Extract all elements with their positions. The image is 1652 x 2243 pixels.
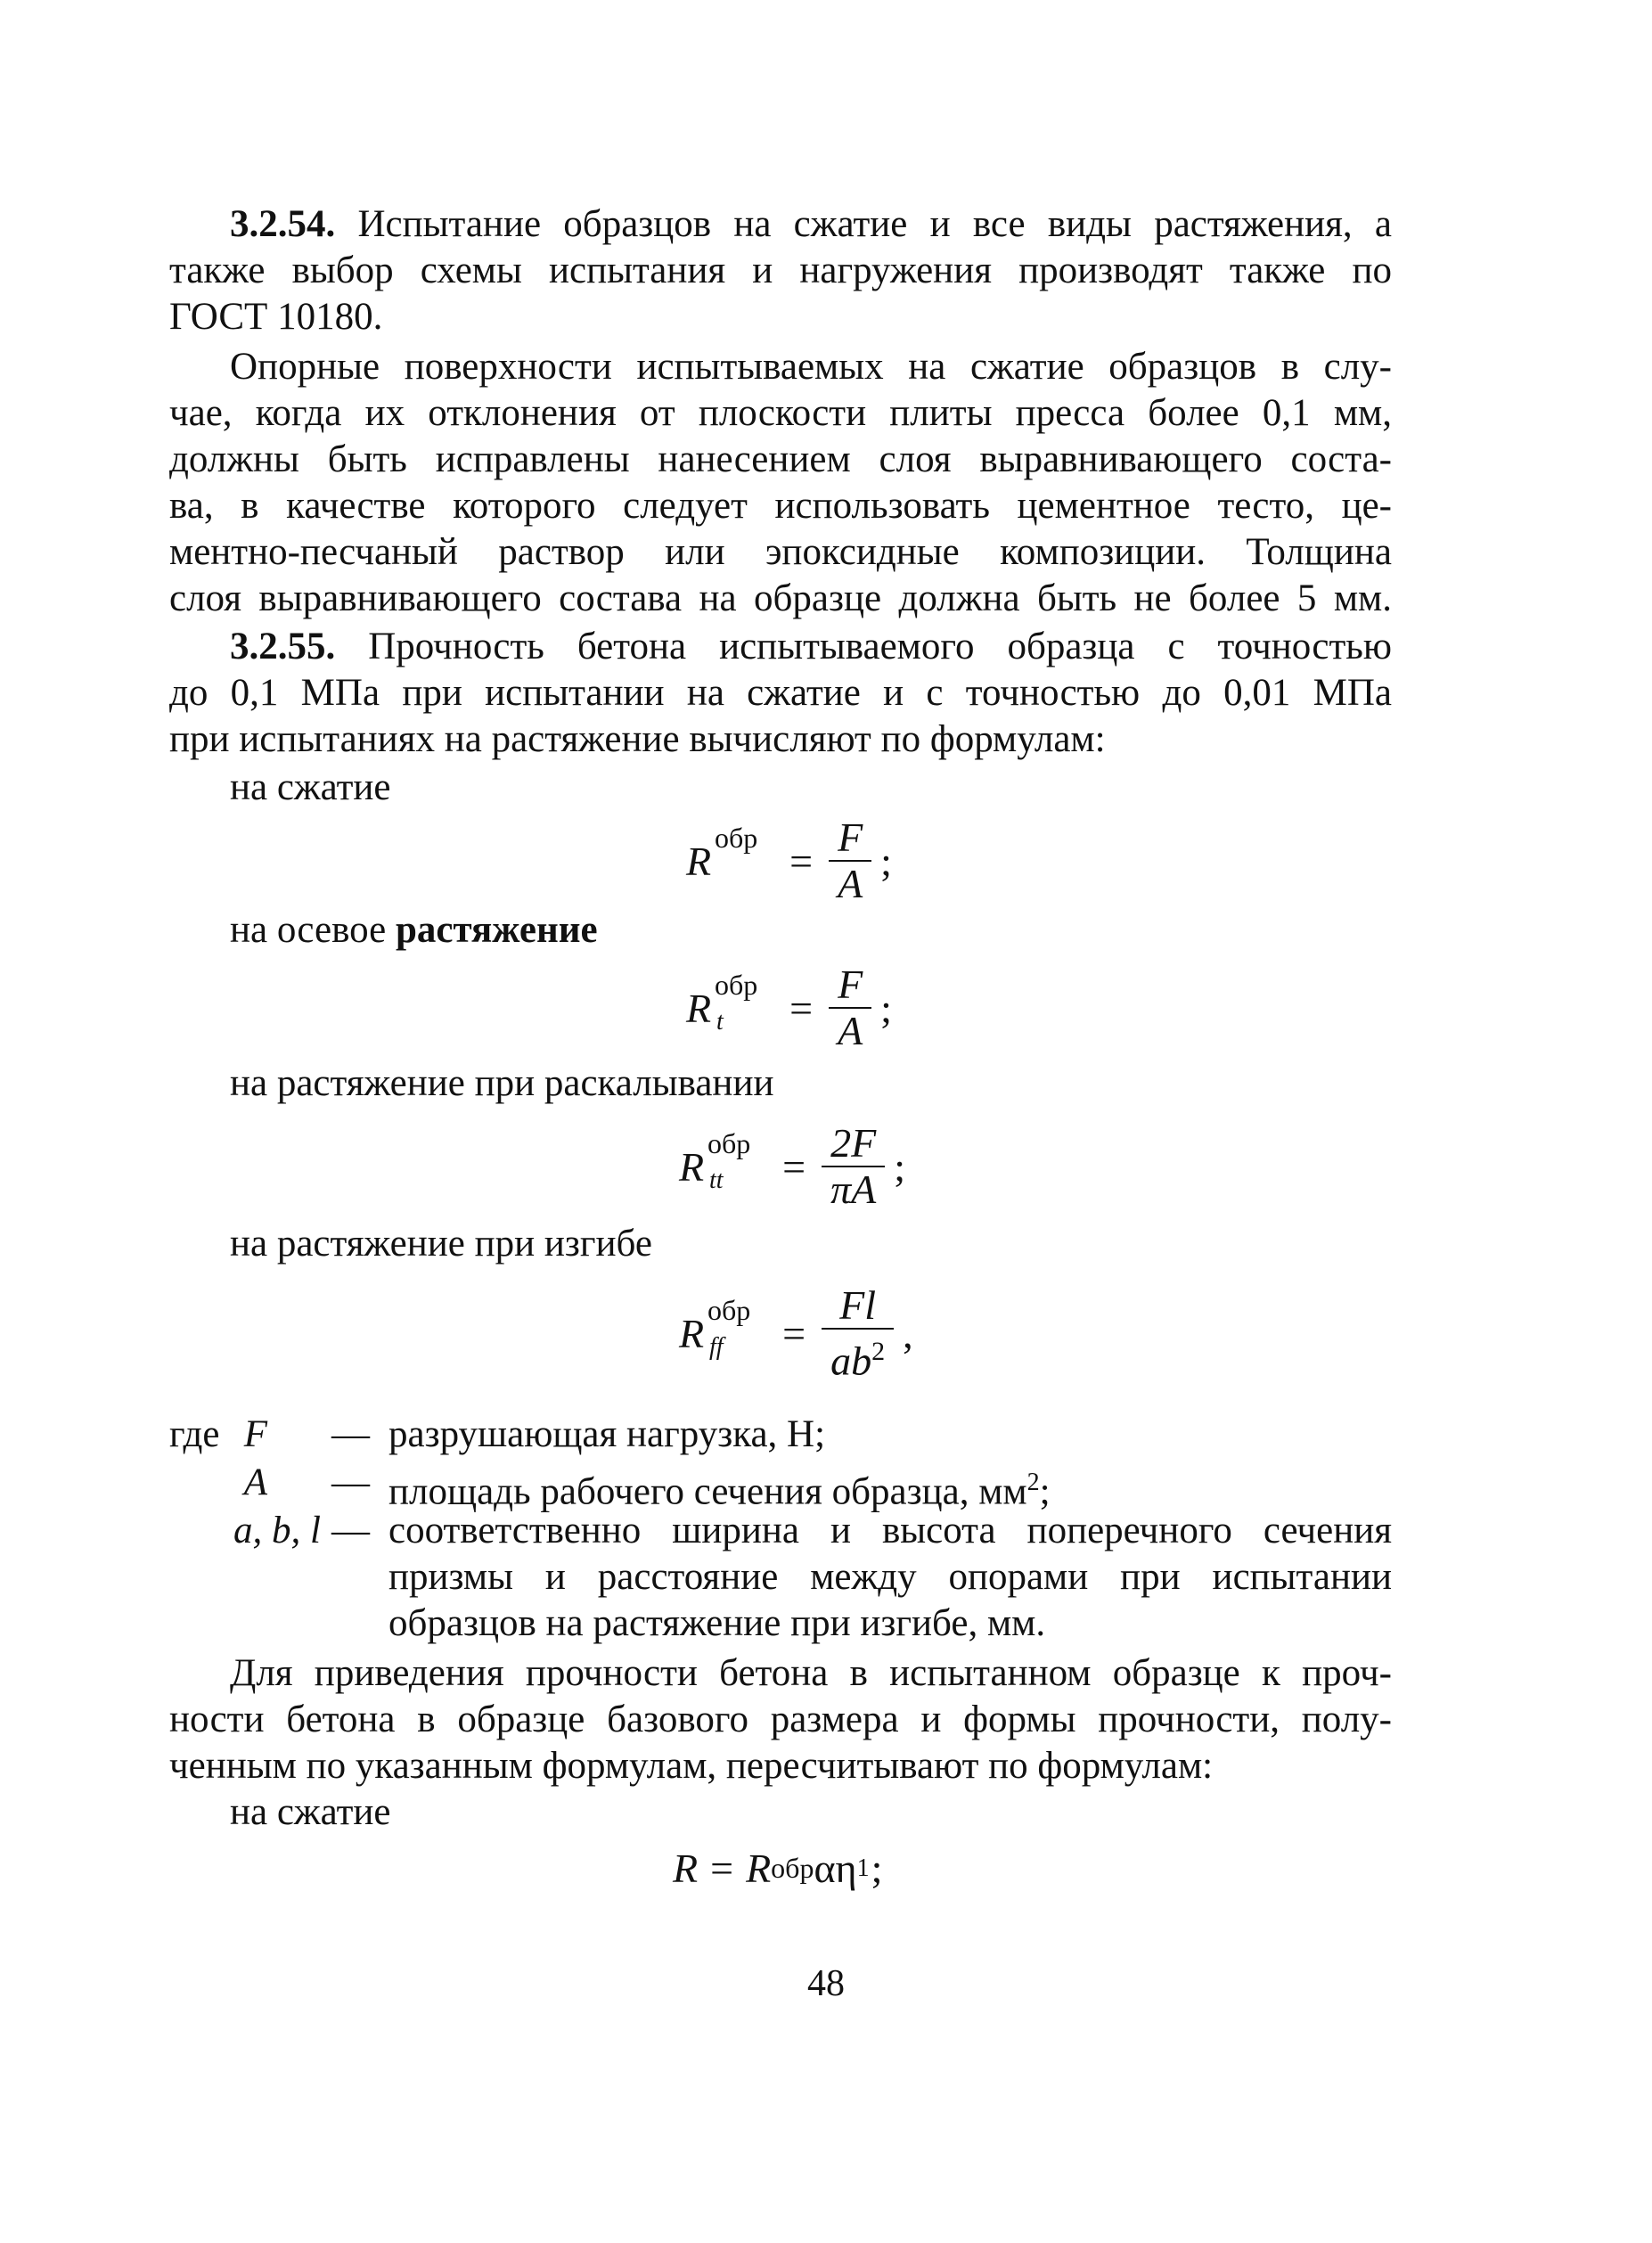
fraction-numerator: F: [838, 815, 863, 860]
fraction-denominator: πA: [830, 1167, 877, 1212]
formula-superscript: обр: [707, 1293, 751, 1326]
section-3-2-54-line-3: ГОСТ 10180.: [169, 296, 383, 338]
formula-symbol: R обр: [686, 821, 758, 884]
formula-superscript: обр: [707, 1126, 751, 1159]
formula-label-splitting-tension: на растяжение при раскалывании: [230, 1062, 774, 1104]
conversion-paragraph-line-1: Для приведения прочности бетона в испытанном образце к проч-: [230, 1652, 1392, 1694]
legend-desc-abl-line-1: соответственно ширина и высота поперечного сечения: [388, 1510, 1392, 1551]
formula-subscript: tt: [709, 1166, 724, 1194]
formula-subscript: ff: [709, 1332, 724, 1361]
formula-axial-tension: R обр t = $\frac{F}{A}$ ;: [686, 962, 892, 1053]
legend-dash: —: [331, 1510, 370, 1551]
legend-dash: —: [331, 1413, 370, 1455]
fraction-denominator: A: [838, 1008, 863, 1053]
formula-symbol: R обр t: [686, 968, 758, 1036]
formula-label-bending-tension: на растяжение при изгибе: [230, 1223, 652, 1265]
support-paragraph-line-1: Опорные поверхности испытываемых на сжатие образцов в слу-: [230, 346, 1392, 388]
formula-label-axial-tension: на осевое растяжение: [230, 909, 598, 951]
formula-symbol: R обр ff: [679, 1293, 751, 1361]
formula-splitting-tension: R обр tt = $\frac{2F}{\pi A}$ ;: [679, 1120, 905, 1212]
formula-fraction: [822, 1121, 885, 1212]
conversion-paragraph-line-3: ченным по указанным формулам, пересчитывают по формулам:: [169, 1745, 1214, 1787]
formula-fraction: [829, 962, 871, 1053]
legend-desc-a: площадь рабочего сечения образца, $мм^2$;: [388, 1469, 1051, 1513]
formula-compression: R обр = $\frac{F}{A}$ ;: [686, 815, 892, 906]
formula-bending-tension: R обр ff = $\frac{Fl}{ab^2}$ ,: [679, 1282, 913, 1384]
legend-desc-abl-line-2: призмы и расстояние между опорами при испытании: [388, 1556, 1392, 1598]
formula-fraction: [829, 815, 871, 906]
conversion-paragraph-line-2: ности бетона в образце базового размера и формы прочности, полу-: [169, 1699, 1392, 1740]
formula-label-final: на сжатие: [230, 1791, 391, 1833]
formula-subscript: t: [716, 1007, 724, 1036]
formula-superscript: обр: [715, 968, 758, 1001]
formula-factors: αη: [814, 1846, 857, 1891]
legend-term-a: A: [243, 1461, 267, 1503]
section-3-2-55-line-3: при испытаниях на растяжение вычисляют по формулам:: [169, 718, 1106, 760]
fraction-numerator: F: [838, 962, 863, 1007]
section-3-2-54-line-1: 3.2.54. Испытание образцов на сжатие и все виды растяжения, а: [230, 203, 1392, 245]
formula-final: R = R обр αη 1 ;: [673, 1846, 883, 1891]
formula-superscript: обр: [715, 821, 758, 854]
support-paragraph-line-6: слоя выравнивающего состава на образце должна быть не более 5 мм.: [169, 577, 1392, 619]
fraction-numerator: Fl: [839, 1282, 876, 1328]
fraction-numerator: 2F: [830, 1120, 877, 1166]
formula-superscript: обр: [771, 1852, 814, 1884]
legend-desc-f: разрушающая нагрузка, Н;: [388, 1413, 826, 1455]
formula-symbol: R обр tt: [679, 1126, 751, 1194]
formula-fraction: [822, 1283, 894, 1383]
legend-dash: —: [331, 1461, 370, 1503]
page-number: 48: [807, 1963, 845, 2004]
legend-where: где: [169, 1413, 220, 1455]
section-number: 3.2.55.: [230, 626, 336, 667]
section-number: 3.2.54.: [230, 203, 336, 245]
support-paragraph-line-5: ментно-песчаный раствор или эпоксидные композиции. Толщина: [169, 531, 1392, 573]
section-3-2-55-line-2: до 0,1 МПа при испытании на сжатие и с точностью до 0,01 МПа: [169, 672, 1392, 714]
fraction-denominator: $ab^2$: [830, 1337, 886, 1384]
support-paragraph-line-3: должны быть исправлены нанесением слоя выравнивающего соста-: [169, 438, 1392, 480]
formula-symbol: R: [746, 1846, 772, 1891]
legend-term-f: F: [243, 1413, 267, 1455]
formula-label-compression: на сжатие: [230, 766, 391, 808]
legend-term-abl: a, b, l: [233, 1510, 321, 1551]
section-3-2-54-line-2: также выбор схемы испытания и нагружения производят также по: [169, 250, 1392, 291]
section-3-2-55-line-1: 3.2.55. Прочность бетона испытываемого образца с точностью: [230, 626, 1392, 667]
support-paragraph-line-2: чае, когда их отклонения от плоскости плиты пресса более 0,1 мм,: [169, 392, 1392, 434]
support-paragraph-line-4: ва, в качестве которого следует использовать цементное тесто, це-: [169, 485, 1392, 527]
fraction-denominator: A: [838, 861, 863, 906]
formula-lhs: R: [673, 1846, 699, 1891]
legend-desc-abl-line-3: образцов на растяжение при изгибе, мм.: [388, 1602, 1046, 1644]
